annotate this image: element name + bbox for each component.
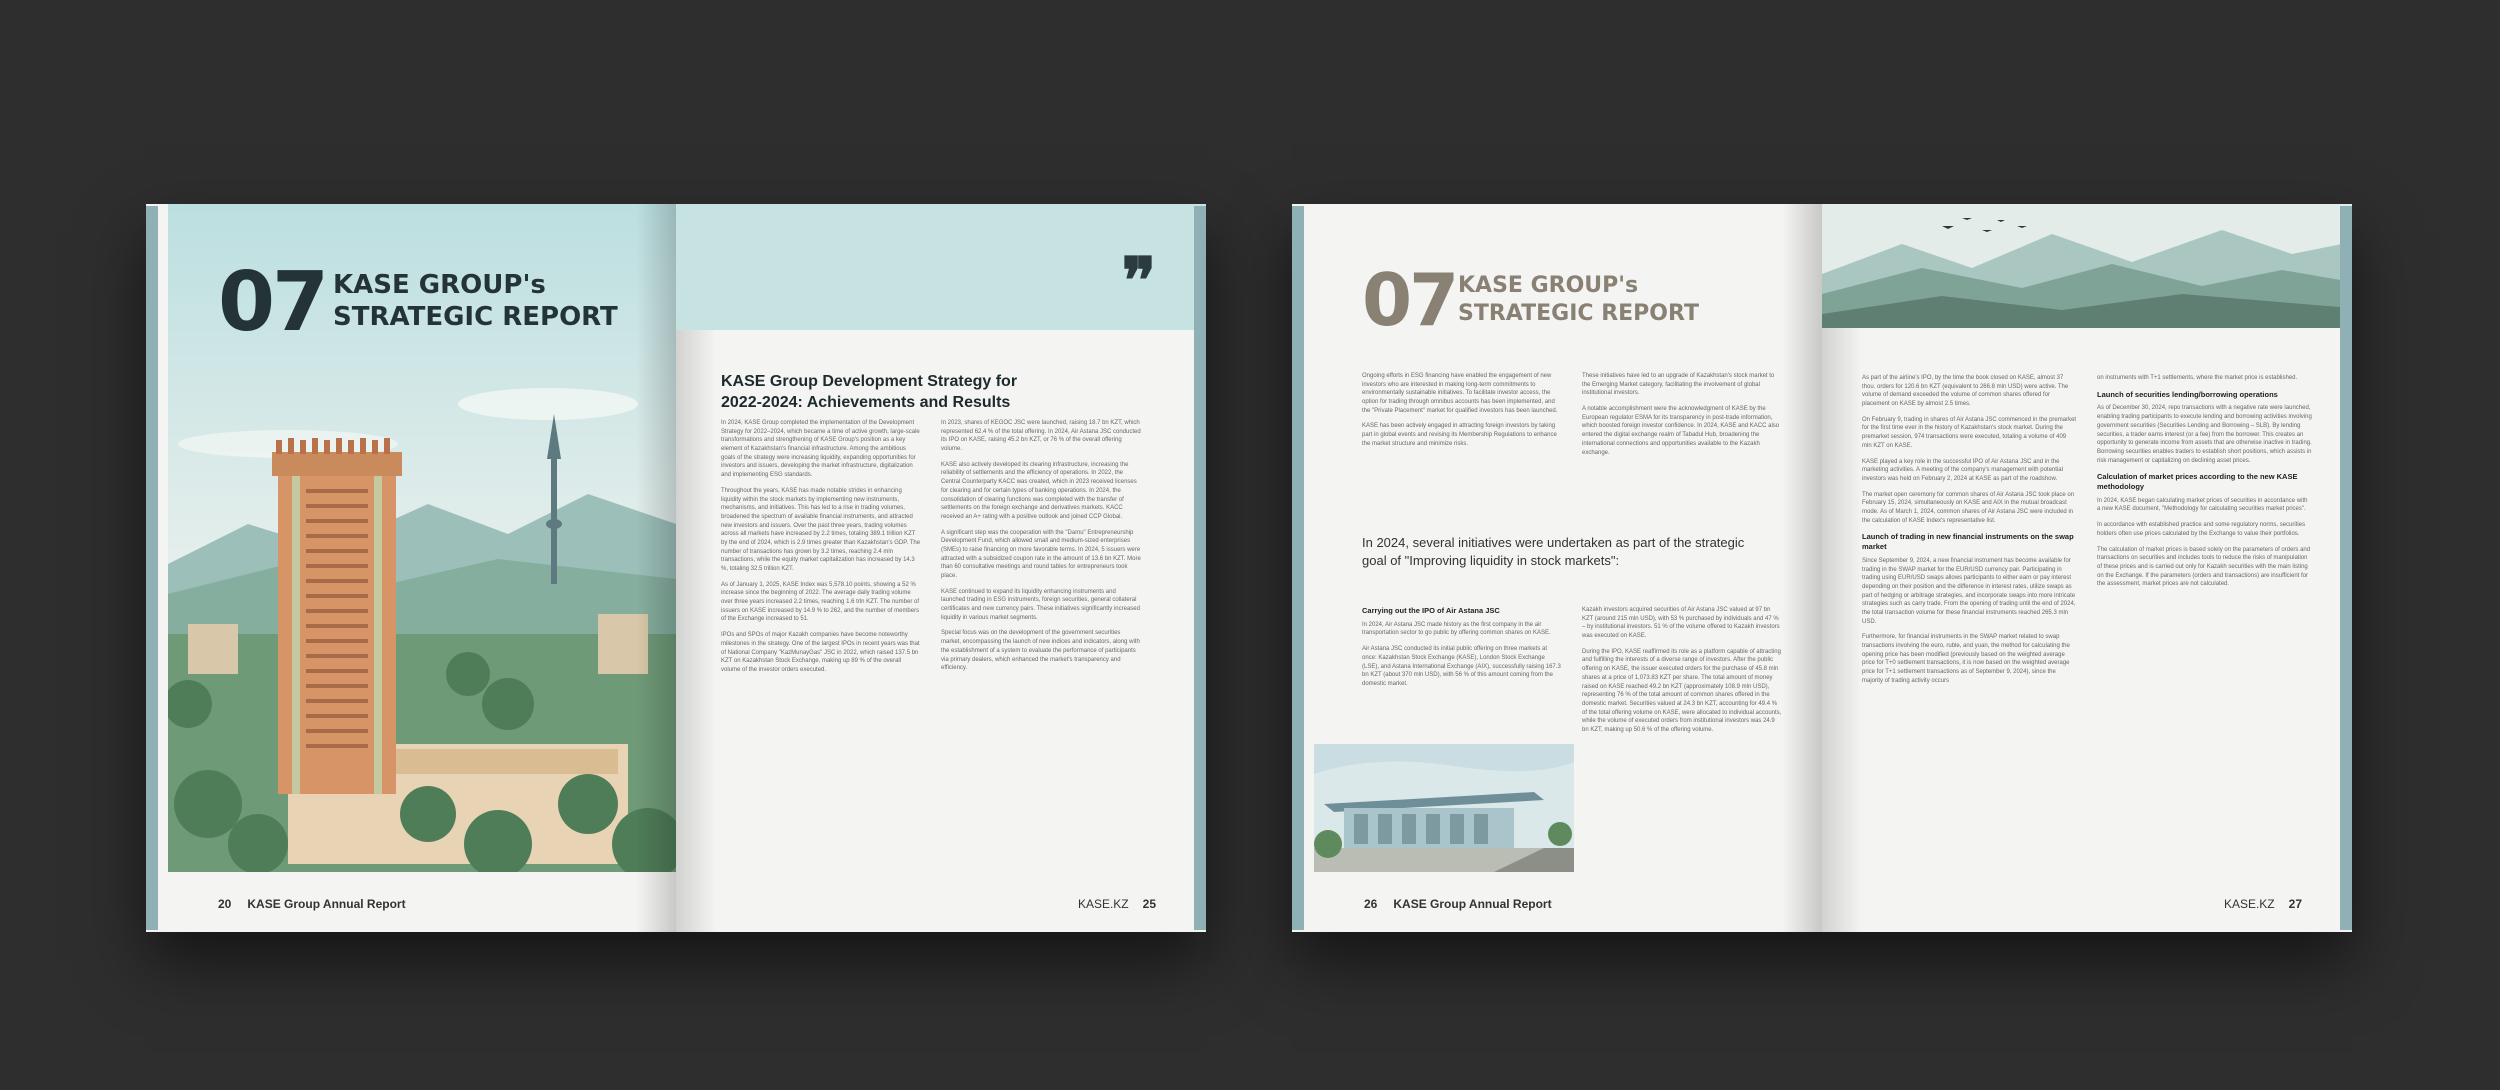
paragraph: Furthermore, for financial instruments in the SWAP market related to swap transactions involving the euro, ruble, and yuan, the method for calculating the opening price has been modified (previously based on the weighted average price for T+0 settlement transactions, it is now based on the weighted average price for T+1 settlement transactions as of September 9, 2024), since the majority of trading activity occurs <box>1862 634 2070 684</box>
page-edge <box>1292 206 1304 930</box>
paragraph: A significant step was the cooperation with the "Damu" Entrepreneurship Development Fund, which allowed small and medium-sized enterprises (SMEs) to raise financing on more favorable terms. In 2024, 5 issuers were attracted with a subsidized coupon rate in the amount of 13.6 bn KZT. More than 60 consultative meetings and round tables for entrepreneurs took place. <box>941 529 1141 579</box>
page-27 <box>1822 204 2352 932</box>
quote-mark-icon: ❞ <box>1121 244 1156 319</box>
chapter-title-line-1: KASE GROUP's <box>1458 273 1639 298</box>
section-heading: KASE Group Development Strategy for 2022-2024: Achievements and Results <box>721 373 1018 411</box>
paragraph: In 2024, KASE Group completed the implementation of the Development Strategy for 2022–2024, which became a time of active growth, large-scale transformations and strengthening of KASE Group's position as a key element of Kazakhstan's financial infrastructure. Among the ambitious goals of the strategy were increasing liquidity, expanding opportunities for investors and issuers, developing the market infrastructure, digitalization and implementing ESG standards. <box>721 420 920 479</box>
left-footer <box>218 898 406 910</box>
chapter-title-line-1: KASE GROUP's <box>333 270 546 300</box>
paragraph: During the IPO, KASE reaffirmed its role as a platform capable of attracting and fulfilling the interests of a diverse range of investors. After the public offering on KASE, the issuer executed orders for the purchase of 45.8 mln shares at a price of 1,073.83 KZT per share. The total amount of money raised on KASE reached 49.2 bn KZT (approximately 108.9 mln USD), representing 76 % of the total amount of common shares offered in the domestic market. Securities valued at 24.3 bn KZT, accounting for 49.4 % of the total offering volume on KASE, were allocated to individual accounts, while the volume of executed orders from institutional investors was 24.9 bn KZT, making up 50.6 % of the offering volume. <box>1582 648 1782 733</box>
paragraph: The market open ceremony for common shares of Air Astana JSC took place on February 15, 2024, simultaneously on KASE and AIX in the mutual broadcast mode. As of March 1, 2024, common shares of Air Astana JSC were included in the calculation of KASE Index's representative list. <box>1862 491 2075 524</box>
site-label: KASE.KZ <box>1077 897 1129 911</box>
right-footer <box>1078 898 1156 910</box>
page-edge <box>2340 206 2352 930</box>
page-number: 27 <box>2288 897 2302 911</box>
cover-illustration <box>168 204 676 872</box>
footer-label: KASE Group Annual Report <box>247 897 406 911</box>
intro-column-2 <box>1582 372 1782 464</box>
paragraph: Kazakh investors acquired securities of Air Astana JSC valued at 97 bn KZT (around 215 mln USD), with 53 % purchased by individuals and 47 % – by institutional investors. 51 % of the volume offered to Kazakh investors was executed on KASE. <box>1582 607 1780 640</box>
page-number: 25 <box>1142 897 1156 911</box>
page-20 <box>146 204 676 932</box>
page-edge <box>1194 206 1206 930</box>
chapter-title-line-2: STRATEGIC REPORT <box>333 301 618 332</box>
paragraph: IPOs and SPOs of major Kazakh companies have become noteworthy milestones in the strategy. One of the largest IPOs in recent years was that of National Company "KazMunayGas" JSC in 2022, which raised 137.5 bn KZT on Kazakhstan Stock Exchange, making up 89 % of the overall volume of the investor orders executed. <box>721 632 920 673</box>
footer-label: KASE Group Annual Report <box>1393 897 1552 911</box>
paragraph: The calculation of market prices is based solely on the parameters of orders and transactions on securities and includes tools to reduce the risks of manipulation of these prices and is carried out only for Kazakh securities with the main listing on the Exchange. If the parameters (orders and transactions) are insufficient for the assessment, market prices are not calculated. <box>2097 546 2311 588</box>
chapter-number: 07 <box>218 255 327 350</box>
paragraph: On February 9, trading in shares of Air Astana JSC commenced in the premarket for the first time ever in the history of Kazakhstan's stock market. During the premarket session, 974 transactions were executed, totaling a volume of 409 mln KZT on KASE. <box>1862 416 2077 449</box>
lead-statement: In 2024, several initiatives were undertaken as part of the strategic goal of "Improving liquidity in stock markets": <box>1362 535 1745 569</box>
paragraph: In 2023, shares of KEGOC JSC were launched, raising 18.7 bn KZT, which represented 62.4 % of the total offering. In 2024, Air Astana JSC conducted its IPO on KASE, raising 45.2 bn KZT, or 76 % of the overall offering volume. <box>941 420 1141 453</box>
body-column-2 <box>2097 374 2312 692</box>
paragraph: As part of the airline's IPO, by the time the book closed on KASE, almost 37 thou. orders for 120.6 bn KZT (equivalent to 266.8 mln USD) were active. The volume of demand exceeded the volume of common shares offered for placement on KASE by almost 2.5 times. <box>1862 375 2069 408</box>
paragraph: A notable accomplishment were the acknowledgment of KASE by the European regulator ESMA for its transparency in post-trade information, which boosted foreign investor confidence. In 2024, KASE and KACC also entered the digital exchange realm of Tabadul Hub, broadening the international connections and opportunities available to the Kazakh exchange. <box>1582 406 1780 456</box>
airport-illustration <box>1314 744 1574 872</box>
body-column-1 <box>1862 374 2077 692</box>
subsection-heading: Carrying out the IPO of Air Astana JSC <box>1362 606 1500 615</box>
paragraph: Ongoing efforts in ESG financing have enabled the engagement of new investors who are interested in making long-term commitments to environmentally sustainable initiatives. To facilitate investor access, the option for trading through omnibus accounts has been implemented, and the "Private Placement" market for qualified investors has been launched. <box>1362 373 1558 414</box>
body-column-2 <box>941 419 1141 682</box>
annual-report-spread-1 <box>146 204 1206 932</box>
body-column-1 <box>721 419 921 682</box>
paragraph: KASE played a key role in the successful IPO of Air Astana JSC and in the marketing activities. A meeting of the company's management with potential investors was held on February 2, 2024 at KASE as part of the roadshow. <box>1862 458 2063 482</box>
paragraph: Special focus was on the development of the government securities market, encompassing the launch of new indices and indicators, along with the establishment of a system to evaluate the performance of participants via primary dealers, which enhanced the market's transparency and efficiency. <box>941 630 1140 672</box>
ipo-columns <box>1362 606 1782 742</box>
paragraph: KASE has been actively engaged in attracting foreign investors by taking part in global events and revising its Membership Regulations to enhance the market structure and minimize risks. <box>1362 423 1557 447</box>
paragraph: KASE continued to expand its liquidity enhancing instruments and launched trading in ESG instruments, foreign securities, general collateral certificates and new currency pairs. These initiatives significantly increased liquidity in various market segments. <box>941 588 1140 621</box>
intro-columns <box>1362 372 1782 464</box>
page-number: 20 <box>218 897 232 911</box>
paragraph: As of December 30, 2024, repo transactions with a negative rate were launched, enabling trading participants to execute lending and borrowing activities involving government securities (Securities Lending and Borrowing – SLB). By lending securities, a trader earns interest (or a fee) from the borrower. This creates an opportunity to generate income from assets that are otherwise inactive in trading. Borrowing securities enables traders to establish short positions, which assists in risk management or capitalizing on declining asset prices. <box>2097 405 2312 464</box>
intro-column-1 <box>1362 372 1562 464</box>
ipo-column-1 <box>1362 606 1562 742</box>
page-edge <box>146 206 158 930</box>
chapter-title <box>333 270 618 333</box>
chapter-title <box>1458 272 1699 327</box>
paragraph: KASE also actively developed its clearing infrastructure, increasing the reliability of settlements and the efficiency of operations. In 2022, the Central Counterparty KACC was created, which in 2023 received licenses for clearing and for certain types of banking operations. In 2024, the consolidation of clearing functions was completed with the transfer of settlements on the foreign exchange and derivatives markets. KACC received an A+ rating with a positive outlook and joined CCP Global. <box>941 461 1137 520</box>
chapter-number: 07 <box>1362 258 1457 342</box>
subsection-heading: Launch of securities lending/borrowing operations <box>2097 389 2278 399</box>
page-26 <box>1292 204 1822 932</box>
site-label: KASE.KZ <box>2223 897 2275 911</box>
body-columns <box>721 419 1141 682</box>
mountain-landscape-illustration <box>1822 204 2352 328</box>
body-columns <box>1862 374 2312 692</box>
paragraph: These initiatives have led to an upgrade of Kazakhstan's stock market to the Emerging Market category, facilitating the involvement of global institutional investors. <box>1582 373 1775 397</box>
chapter-title-line-2: STRATEGIC REPORT <box>1458 300 1699 326</box>
page-25 <box>676 204 1206 932</box>
paragraph: In accordance with established practice and some regulatory norms, securities holders often use prices calculated by the Exchange to value their portfolios. <box>2097 522 2306 537</box>
paragraph: As of January 1, 2025, KASE Index was 5,578.10 points, showing a 52 % increase since the beginning of 2022. The average daily trading volume over three years increased 2.2 times, reaching 1.6 trln KZT. The number of issuers on KASE increased by 14.9 % to 262, and the number of members of the Exchange increased to 51. <box>721 581 920 623</box>
paragraph: Throughout the years, KASE has made notable strides in enhancing liquidity within the stock markets by implementing new instruments, mechanisms, and initiatives. This has led to a rise in trading volumes, broadened the spectrum of available financial instruments, and attracted new investors and issuers. Over the past three years, trading volumes across all markets have increased by 2.2 times, totaling 389.1 trillion KZT by the end of 2024, which is 2.9 times greater than Kazakhstan's GDP. The number of transactions has grown by 3.2 times, reaching 2.4 mln transactions, while the equity market capitalization has increased by 14.3 %, totaling 32.5 trillion KZT. <box>721 487 921 572</box>
paragraph: Since September 9, 2024, a new financial instrument has become available for trading in the SWAP market for the EUR/USD currency pair. Participating in trading using EUR/USD swaps allows participants to either earn or pay interest depending on their position and the difference in interest rates, utilize swaps as part of hedging or arbitrage strategies, and incorporate swaps into more intricate strategies such as carry trade. From the opening of trading until the end of 2024, the total transaction volume for these financial instruments reached 265.3 mln USD. <box>1862 557 2076 625</box>
paragraph: In 2024, Air Astana JSC made history as the first company in the air transportation sector to go public by offering common shares on KASE. <box>1362 621 1551 637</box>
ipo-column-2 <box>1582 606 1782 742</box>
subsection-heading: Calculation of market prices according to the new KASE methodology <box>2097 472 2298 491</box>
landscape-header <box>1822 204 2352 328</box>
annual-report-spread-2 <box>1292 204 2352 932</box>
paragraph: on instruments with T+1 settlements, where the market price is established. <box>2097 375 2298 381</box>
subsection-heading: Launch of trading in new financial instruments on the swap market <box>1862 532 2074 552</box>
right-footer <box>2224 898 2302 910</box>
paragraph: Air Astana JSC conducted its initial public offering on three markets at once: Kazakhstan Stock Exchange (KASE), London Stock Exchange (LSE), and Astana International Exchange (AIX), successfully raising 167.3 bn KZT (about 370 mln USD), with 56 % of this amount coming from the domestic market. <box>1362 646 1561 687</box>
page-number: 26 <box>1364 897 1378 911</box>
left-footer <box>1364 898 1552 910</box>
paragraph: In 2024, KASE began calculating market prices of securities in accordance with a new KASE document, "Methodology for calculating securities market prices". <box>2097 497 2308 513</box>
